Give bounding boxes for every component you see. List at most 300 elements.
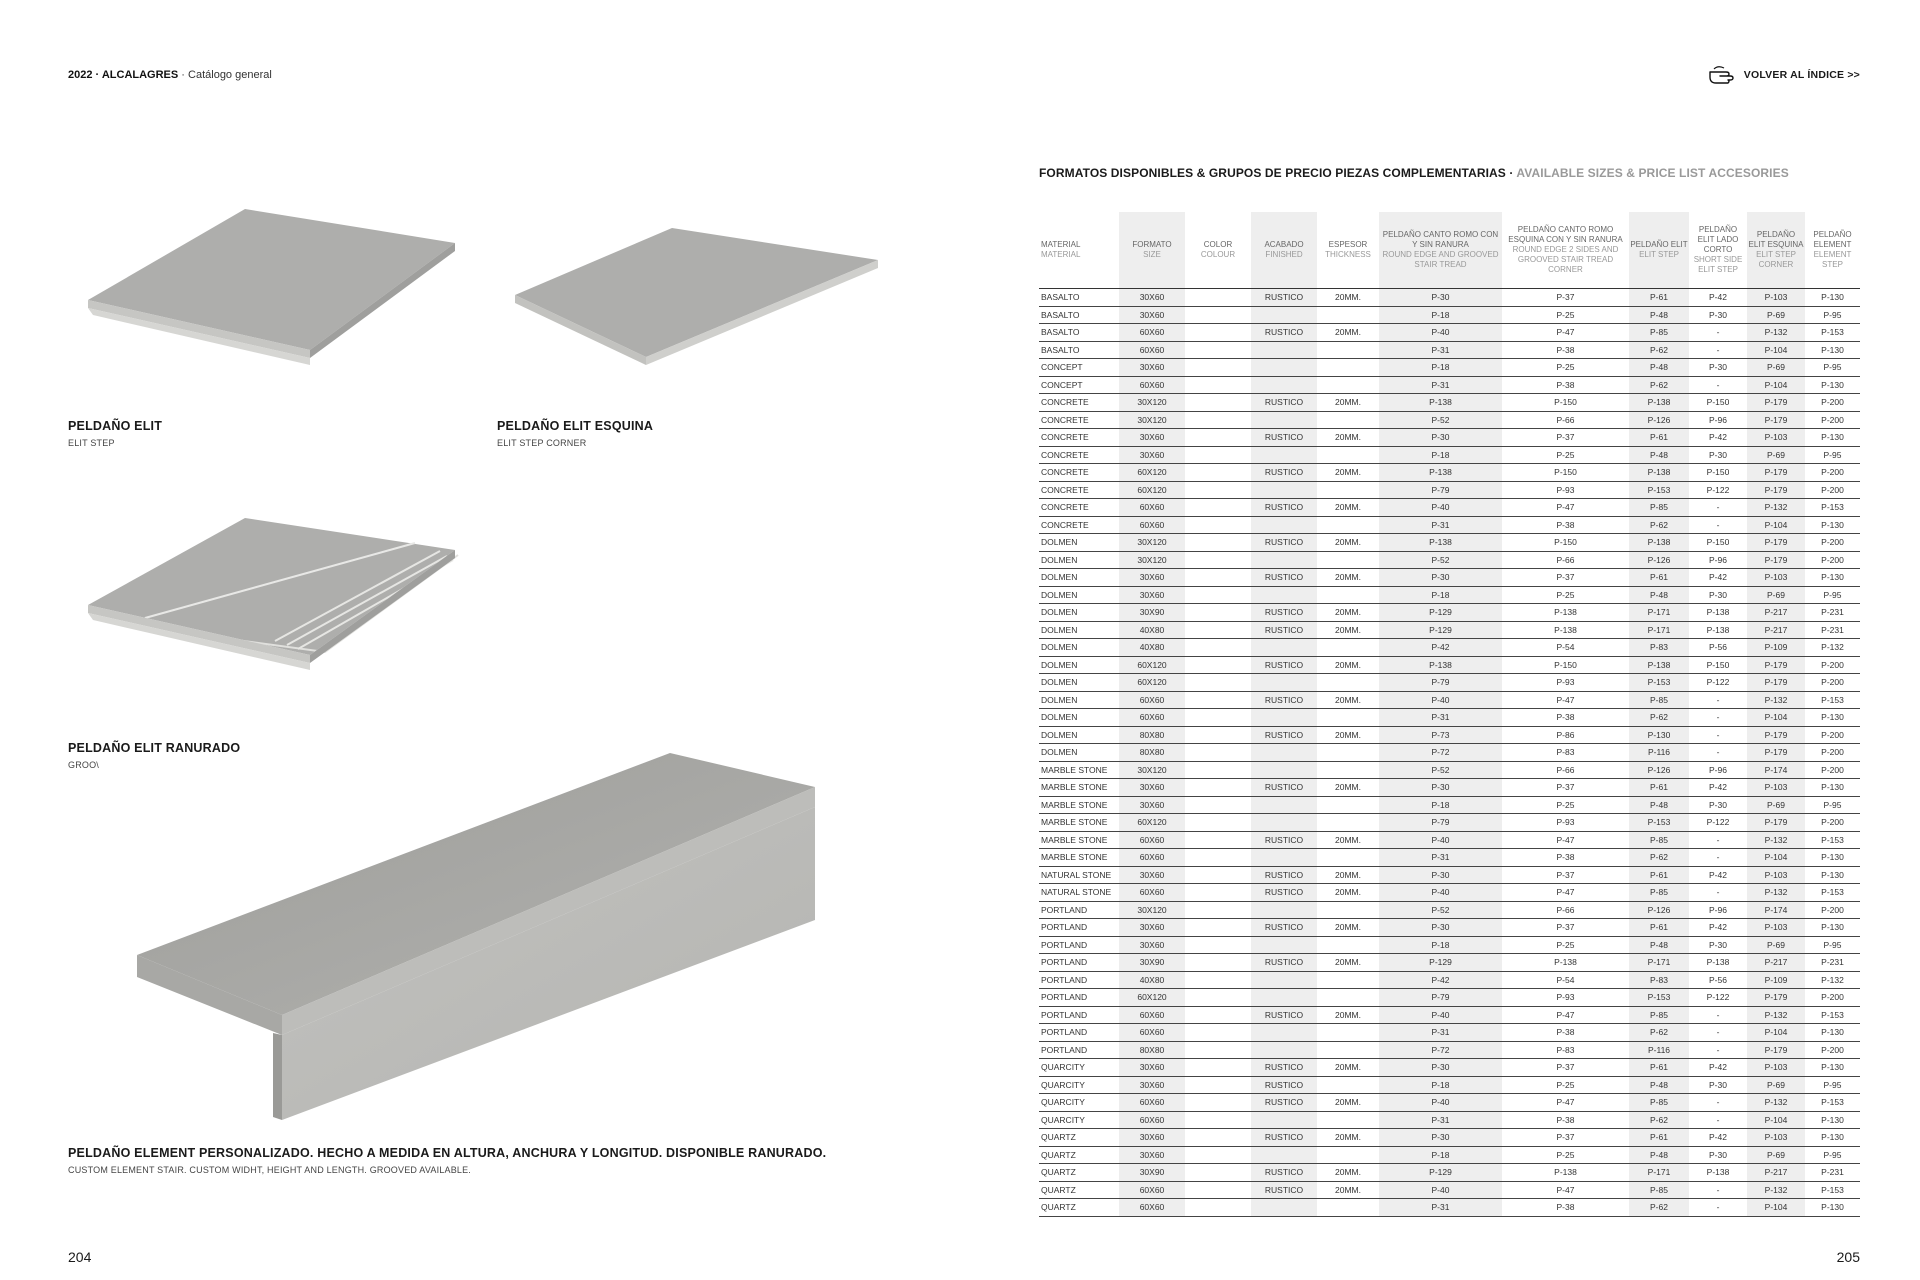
table-cell: P-85 [1629,1094,1689,1112]
table-cell: MARBLE STONE [1039,831,1119,849]
table-cell [1185,341,1251,359]
product-subtitle: GROO\ [68,760,100,770]
table-cell: P-104 [1747,341,1805,359]
table-cell: QUARTZ [1039,1199,1119,1217]
table-cell: P-104 [1747,709,1805,727]
table-cell: 60X60 [1119,831,1185,849]
table-cell: P-95 [1805,1076,1860,1094]
table-cell: P-153 [1629,989,1689,1007]
table-cell: 80X80 [1119,726,1185,744]
table-cell: P-42 [1689,429,1747,447]
table-cell: - [1689,1094,1747,1112]
table-cell [1185,481,1251,499]
table-cell: P-179 [1747,394,1805,412]
table-cell: P-179 [1747,1041,1805,1059]
table-cell: DOLMEN [1039,639,1119,657]
table-cell: RUSTICO [1251,394,1317,412]
table-cell: P-40 [1379,324,1502,342]
table-cell: 30X120 [1119,534,1185,552]
table-cell: P-153 [1805,831,1860,849]
table-cell: P-103 [1747,429,1805,447]
table-cell: P-132 [1747,324,1805,342]
table-cell: BASALTO [1039,341,1119,359]
table-row [1039,919,1860,937]
product-subtitle: ELIT STEP [68,438,115,448]
table-cell [1251,639,1317,657]
table-cell: P-79 [1379,989,1502,1007]
table-cell: P-93 [1502,989,1629,1007]
table-cell [1185,551,1251,569]
table-cell: 40X80 [1119,971,1185,989]
table-cell [1317,376,1379,394]
table-cell: 20MM. [1317,499,1379,517]
table-cell [1251,936,1317,954]
table-cell [1185,569,1251,587]
table-cell: CONCRETE [1039,411,1119,429]
table-cell: P-38 [1502,376,1629,394]
back-to-index-link[interactable] [1708,64,1860,86]
table-cell [1317,796,1379,814]
table-cell: P-200 [1805,1041,1860,1059]
table-cell: P-231 [1805,1164,1860,1182]
table-cell: P-138 [1629,656,1689,674]
table-cell: 20MM. [1317,831,1379,849]
table-cell: P-37 [1502,1129,1629,1147]
table-cell: P-69 [1747,1076,1805,1094]
column-header-en: FINISHED [1265,250,1303,259]
table-cell: P-96 [1689,411,1747,429]
table-cell: PORTLAND [1039,1006,1119,1024]
table-cell: P-48 [1629,936,1689,954]
table-cell: P-85 [1629,499,1689,517]
catalog-header [68,69,272,81]
table-cell: - [1689,726,1747,744]
table-cell: 60X60 [1119,516,1185,534]
table-cell: P-200 [1805,761,1860,779]
table-row [1039,499,1860,517]
table-cell: P-52 [1379,411,1502,429]
table-cell: P-31 [1379,1199,1502,1217]
table-cell: P-126 [1629,411,1689,429]
column-header-es: PELDAÑO ELIT ESQUINA [1748,230,1804,249]
table-cell [1317,989,1379,1007]
table-cell: P-130 [1805,919,1860,937]
table-cell [1251,744,1317,762]
table-cell: - [1689,849,1747,867]
table-cell: QUARCITY [1039,1094,1119,1112]
table-row [1039,1059,1860,1077]
table-cell: - [1689,831,1747,849]
table-cell: P-93 [1502,814,1629,832]
table-cell: CONCRETE [1039,394,1119,412]
table-cell: 30X60 [1119,306,1185,324]
table-cell: P-18 [1379,359,1502,377]
table-cell [1185,1006,1251,1024]
table-cell [1185,1181,1251,1199]
table-cell [1185,884,1251,902]
table-cell [1185,324,1251,342]
table-cell: P-47 [1502,1181,1629,1199]
table-cell: P-62 [1629,1111,1689,1129]
table-cell [1317,359,1379,377]
table-cell: P-31 [1379,709,1502,727]
table-cell: P-132 [1747,499,1805,517]
table-cell: P-40 [1379,1006,1502,1024]
table-cell: P-40 [1379,691,1502,709]
table-row [1039,866,1860,884]
table-cell: CONCRETE [1039,464,1119,482]
table-cell: P-61 [1629,779,1689,797]
table-row [1039,796,1860,814]
table-cell: P-54 [1502,971,1629,989]
table-cell: P-37 [1502,779,1629,797]
table-cell: P-30 [1689,306,1747,324]
table-cell: RUSTICO [1251,499,1317,517]
table-cell: P-200 [1805,744,1860,762]
elit-step-corner-image [512,225,882,365]
table-cell: P-138 [1689,604,1747,622]
table-cell [1251,376,1317,394]
table-cell [1185,779,1251,797]
table-cell: P-40 [1379,1181,1502,1199]
table-cell: P-122 [1689,814,1747,832]
table-cell: P-83 [1629,639,1689,657]
table-cell: RUSTICO [1251,866,1317,884]
table-cell: P-95 [1805,1146,1860,1164]
table-cell: P-47 [1502,1094,1629,1112]
table-cell: DOLMEN [1039,604,1119,622]
table-cell: P-132 [1747,1181,1805,1199]
table-cell: DOLMEN [1039,744,1119,762]
table-cell: P-104 [1747,516,1805,534]
table-cell: RUSTICO [1251,621,1317,639]
table-cell: P-130 [1805,1111,1860,1129]
table-cell [1251,551,1317,569]
table-cell [1317,551,1379,569]
table-cell: P-129 [1379,604,1502,622]
table-cell [1185,674,1251,692]
back-to-index-label: VOLVER AL ÍNDICE >> [1743,69,1860,81]
table-cell: 30X60 [1119,919,1185,937]
table-row [1039,516,1860,534]
table-cell: 20MM. [1317,534,1379,552]
table-cell: RUSTICO [1251,289,1317,307]
price-table-body [1039,289,1860,1217]
table-cell: 20MM. [1317,1181,1379,1199]
table-cell: CONCEPT [1039,376,1119,394]
table-cell: PORTLAND [1039,954,1119,972]
table-cell: P-25 [1502,1146,1629,1164]
table-cell: 20MM. [1317,779,1379,797]
table-cell: P-122 [1689,989,1747,1007]
table-cell: 60X60 [1119,884,1185,902]
table-cell: P-130 [1805,1199,1860,1217]
table-cell: P-200 [1805,481,1860,499]
table-cell: P-37 [1502,569,1629,587]
table-cell: 30X60 [1119,289,1185,307]
table-cell [1185,639,1251,657]
table-cell: P-85 [1629,831,1689,849]
table-cell: 60X60 [1119,1024,1185,1042]
column-header-es: ESPESOR [1328,240,1368,249]
table-cell: P-62 [1629,1199,1689,1217]
table-row [1039,761,1860,779]
table-cell: BASALTO [1039,306,1119,324]
column-header-es: COLOR [1203,240,1233,249]
table-cell: P-138 [1502,1164,1629,1182]
table-row [1039,814,1860,832]
table-cell: PORTLAND [1039,919,1119,937]
table-cell: QUARCITY [1039,1059,1119,1077]
table-cell [1317,446,1379,464]
table-cell [1185,849,1251,867]
table-cell: 80X80 [1119,1041,1185,1059]
table-cell: P-25 [1502,359,1629,377]
table-cell: 20MM. [1317,464,1379,482]
table-cell: P-47 [1502,691,1629,709]
table-cell: RUSTICO [1251,726,1317,744]
product-subtitle: ELIT STEP CORNER [497,438,587,448]
table-cell: P-103 [1747,866,1805,884]
table-row [1039,849,1860,867]
table-cell: P-153 [1805,1181,1860,1199]
table-cell: 60X60 [1119,1111,1185,1129]
table-cell: P-30 [1689,1076,1747,1094]
table-cell: P-179 [1747,464,1805,482]
table-cell: P-138 [1629,534,1689,552]
table-cell: RUSTICO [1251,429,1317,447]
table-cell: 60X60 [1119,1181,1185,1199]
table-cell: P-200 [1805,551,1860,569]
table-cell: P-40 [1379,831,1502,849]
table-cell: - [1689,709,1747,727]
table-cell: P-179 [1747,481,1805,499]
table-cell: P-25 [1502,306,1629,324]
table-cell: P-62 [1629,516,1689,534]
table-cell: P-96 [1689,551,1747,569]
table-cell: 20MM. [1317,429,1379,447]
table-cell: P-153 [1805,1094,1860,1112]
table-cell [1185,1199,1251,1217]
column-header [1039,212,1119,289]
table-cell [1251,796,1317,814]
table-cell: QUARTZ [1039,1164,1119,1182]
table-cell: P-126 [1629,901,1689,919]
table-cell: P-132 [1747,884,1805,902]
table-row [1039,954,1860,972]
table-cell: P-179 [1747,814,1805,832]
table-cell [1317,901,1379,919]
table-cell: P-48 [1629,796,1689,814]
table-cell: P-150 [1502,534,1629,552]
table-cell: RUSTICO [1251,656,1317,674]
column-header [1502,212,1629,289]
table-cell: P-130 [1805,341,1860,359]
table-cell [1185,936,1251,954]
table-cell: 20MM. [1317,621,1379,639]
table-cell: RUSTICO [1251,831,1317,849]
table-cell [1251,849,1317,867]
table-cell [1317,1041,1379,1059]
table-cell: P-132 [1747,1094,1805,1112]
table-cell: P-138 [1502,621,1629,639]
table-cell: P-30 [1689,936,1747,954]
table-cell: P-103 [1747,1059,1805,1077]
table-cell: P-179 [1747,551,1805,569]
table-cell: 30X90 [1119,1164,1185,1182]
table-row [1039,726,1860,744]
table-cell: P-217 [1747,621,1805,639]
table-cell: P-200 [1805,534,1860,552]
table-cell: P-42 [1689,779,1747,797]
page-number-right: 205 [1836,1249,1860,1265]
table-cell: P-130 [1805,709,1860,727]
table-cell: P-38 [1502,516,1629,534]
column-header-en: THICKNESS [1325,250,1371,259]
table-cell: P-104 [1747,1199,1805,1217]
table-cell: 20MM. [1317,691,1379,709]
table-cell: 60X120 [1119,814,1185,832]
table-row [1039,691,1860,709]
table-cell: P-95 [1805,306,1860,324]
table-cell [1185,866,1251,884]
table-cell [1251,1041,1317,1059]
table-cell: P-217 [1747,954,1805,972]
table-cell: P-153 [1805,499,1860,517]
table-cell: P-31 [1379,516,1502,534]
table-cell: P-47 [1502,831,1629,849]
column-header [1185,212,1251,289]
table-cell: 30X120 [1119,551,1185,569]
table-cell: P-18 [1379,1076,1502,1094]
table-cell: P-95 [1805,796,1860,814]
product-subtitle: CUSTOM ELEMENT STAIR. CUSTOM WIDHT, HEIGHT AND LENGTH. GROOVED AVAILABLE. [68,1165,472,1175]
table-cell [1251,674,1317,692]
table-cell: RUSTICO [1251,1006,1317,1024]
table-cell: 30X60 [1119,936,1185,954]
table-row [1039,341,1860,359]
table-cell: 20MM. [1317,1006,1379,1024]
table-cell: P-171 [1629,954,1689,972]
table-cell [1251,516,1317,534]
table-row [1039,1111,1860,1129]
table-cell: P-85 [1629,691,1689,709]
table-cell: DOLMEN [1039,621,1119,639]
table-cell: P-153 [1629,814,1689,832]
table-cell: P-95 [1805,446,1860,464]
table-cell: P-30 [1379,1059,1502,1077]
table-cell: BASALTO [1039,289,1119,307]
table-cell: 60X60 [1119,691,1185,709]
table-cell [1185,1024,1251,1042]
table-cell: P-129 [1379,954,1502,972]
table-cell: - [1689,1006,1747,1024]
table-cell: P-104 [1747,1111,1805,1129]
product-title: PELDAÑO ELEMENT PERSONALIZADO. HECHO A MEDIDA EN ALTURA, ANCHURA Y LONGITUD. DISPONIBLE RANURADO. [68,1146,827,1160]
table-cell: P-52 [1379,901,1502,919]
table-cell [1185,761,1251,779]
table-cell: 30X60 [1119,569,1185,587]
table-cell: P-30 [1379,866,1502,884]
table-cell: P-30 [1379,289,1502,307]
table-cell [1185,726,1251,744]
table-cell: CONCRETE [1039,446,1119,464]
table-cell: P-132 [1747,1006,1805,1024]
table-cell: P-103 [1747,779,1805,797]
column-header-en: SIZE [1143,250,1161,259]
table-cell: RUSTICO [1251,1181,1317,1199]
table-row [1039,1006,1860,1024]
table-cell: - [1689,499,1747,517]
table-cell: 60X120 [1119,464,1185,482]
table-cell: 60X120 [1119,481,1185,499]
table-cell: 60X60 [1119,709,1185,727]
table-cell: P-85 [1629,1181,1689,1199]
table-cell: RUSTICO [1251,464,1317,482]
table-row [1039,936,1860,954]
table-cell: P-69 [1747,1146,1805,1164]
table-cell [1251,814,1317,832]
table-cell [1317,1076,1379,1094]
table-row [1039,1129,1860,1147]
table-cell: P-138 [1502,604,1629,622]
table-cell: P-48 [1629,1146,1689,1164]
table-cell: P-150 [1502,394,1629,412]
table-cell: P-42 [1689,569,1747,587]
table-cell: P-79 [1379,814,1502,832]
table-cell [1185,744,1251,762]
table-cell: P-138 [1629,394,1689,412]
table-cell: P-95 [1805,936,1860,954]
table-cell: 60X60 [1119,1199,1185,1217]
table-cell: 30X90 [1119,954,1185,972]
table-row [1039,989,1860,1007]
column-header [1119,212,1185,289]
table-cell: P-200 [1805,726,1860,744]
table-cell: P-83 [1629,971,1689,989]
table-cell: - [1689,324,1747,342]
table-cell: P-42 [1689,1059,1747,1077]
table-cell: P-138 [1379,464,1502,482]
column-header [1379,212,1502,289]
table-cell: P-61 [1629,569,1689,587]
table-cell [1317,674,1379,692]
table-cell: PORTLAND [1039,936,1119,954]
table-row [1039,831,1860,849]
table-title-es: FORMATOS DISPONIBLES & GRUPOS DE PRECIO PIEZAS COMPLEMENTARIAS · [1039,166,1514,180]
table-cell [1185,289,1251,307]
table-cell: P-150 [1689,534,1747,552]
table-cell [1185,919,1251,937]
table-cell [1251,1199,1317,1217]
table-cell: P-25 [1502,796,1629,814]
column-header-en: ROUND EDGE AND GROOVED STAIR TREAD [1382,250,1499,269]
table-cell: RUSTICO [1251,324,1317,342]
table-cell [1317,744,1379,762]
table-cell: - [1689,376,1747,394]
table-cell [1185,359,1251,377]
column-header [1629,212,1689,289]
table-cell: P-18 [1379,1146,1502,1164]
table-cell: DOLMEN [1039,569,1119,587]
table-cell [1185,1164,1251,1182]
table-cell: P-138 [1689,954,1747,972]
table-cell [1251,359,1317,377]
table-cell: P-48 [1629,586,1689,604]
table-cell [1185,621,1251,639]
table-cell: P-31 [1379,376,1502,394]
table-cell: RUSTICO [1251,604,1317,622]
